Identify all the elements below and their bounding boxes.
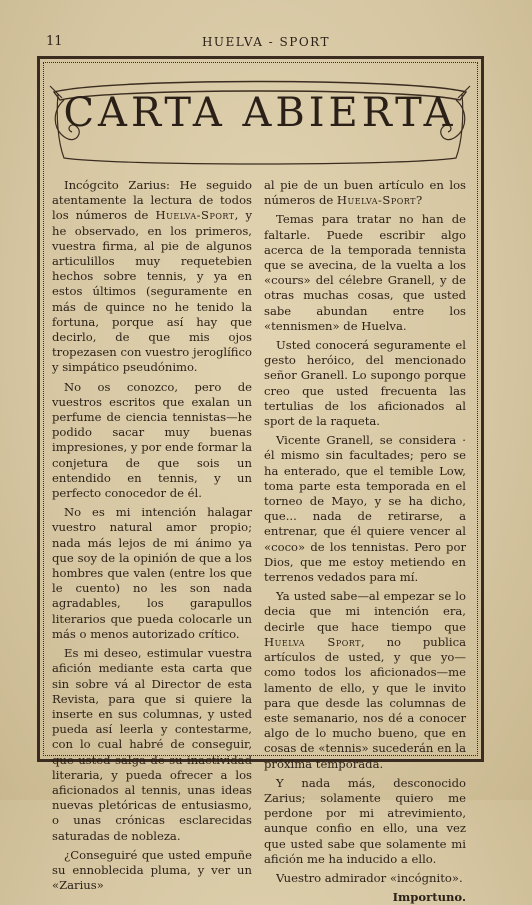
watermark bbox=[230, 712, 430, 772]
paragraph bbox=[52, 848, 252, 894]
paragraph-text: Es mi deseo, estimular vuestra afición mediante esta carta que sin sobre vá al Director de esta Revista, para que si quiere la inserte en sus columnas, y usted pueda así leerla y contestarme, con lo cual habré de conseguir, que usted salga de su inactividad literaria, y pueda ofrecer a los aficionados al tennis, unas ideas nuevas pletóricas de entusiasmo, o unas crónicas esclarecidas saturadas de nobleza. bbox=[52, 646, 252, 843]
paragraph bbox=[264, 776, 466, 867]
paragraph-text: , no publica artículos de usted, y que yo—como todos los aficionados—me lamento de ello, y que le invito para que desde las columnas de este semanario, nos dé a conocer algo de lo mucho bueno, que en cosas de «tennis» sucederán en la próxima temporada. bbox=[264, 634, 466, 771]
left-column bbox=[52, 178, 252, 897]
paragraph bbox=[264, 871, 466, 886]
paragraph-text: , y he observado, en los primeros, vuestra firma, al pie de algunos articulillos muy requetebien hechos sobre tennis, y ya en estos últimos (seguramente en más de quince no he tenido la fortuna, porque así hay que decirlo, de que mis ojos tropezasen con vuestro jeroglífico y simpático pseudónimo. bbox=[52, 208, 252, 375]
paragraph-text: No es mi intención halagar vuestro natural amor propio; nada más lejos de mi ánimo ya que soy de la opinión de que a los hombres que valen (entre los que le cuento) no les son nada agradables, los garapullos literarios que pueda colocarle un más o menos autorizado crítico. bbox=[52, 505, 252, 641]
running-head: HUELVA - SPORT bbox=[201, 35, 331, 49]
paragraph-text: al pie de un buen artículo en los números de bbox=[264, 178, 466, 208]
signature: Importuno. bbox=[392, 890, 466, 905]
paragraph-text: Usted conocerá seguramente el gesto heróico, del mencionado señor Granell. Lo supongo porque creo que usted frecuenta las tertulias de los aficionados al sport de la raqueta. bbox=[264, 338, 466, 429]
paragraph-text: Vuestro admirador «incógnito». bbox=[276, 870, 463, 885]
paragraph bbox=[264, 433, 466, 585]
paragraph-text: Incógcito Zarius: He seguido atentamente la lectura de todos los números de bbox=[52, 178, 252, 223]
paragraph bbox=[52, 505, 252, 642]
paragraph bbox=[264, 212, 466, 334]
paragraph-text: No os conozco, pero de vuestros escritos que exalan un perfume de ciencia tennistas—he podido sacar muy buenas impresiones, y por ende formar la conjetura de que sois un entendido en tennis, y un perfecto conocedor de él. bbox=[52, 379, 252, 501]
paragraph-text: ¿Conseguiré que usted empuñe su ennoblecida pluma, y ver un «Zarius» bbox=[52, 847, 252, 893]
paragraph-text: Temas para tratar no han de faltarle. Puede escribir algo acerca de la temporada tennista que se avecina, de la vuelta a los «cours» del célebre Granell, y de otras muchas cosas, que usted sabe abundan entre los «tennismen» de Huelva. bbox=[264, 212, 466, 333]
article-title: CARTA ABIERTA bbox=[63, 90, 457, 136]
publication-name: Huelva-Sport bbox=[336, 193, 417, 208]
paragraph-text: Ya usted sabe—al empezar se lo decia que mi intención era, decirle que hace tiempo que bbox=[264, 589, 466, 634]
paragraph bbox=[52, 646, 252, 844]
publication-name: Huelva Sport bbox=[264, 634, 362, 649]
paragraph-text: Y nada más, desconocido Zarius; solamente quiero me perdone por mi atrevimiento, aunque confio en ello, una vez que usted sabe que solamente mi afición me ha inducido a ello. bbox=[264, 775, 466, 866]
paragraph bbox=[264, 178, 466, 208]
paragraph bbox=[52, 380, 252, 502]
paragraph bbox=[52, 178, 252, 376]
publication-name: Huelva-Sport bbox=[155, 208, 235, 223]
paragraph-text: ? bbox=[416, 193, 423, 208]
paragraph-text: Vicente Granell, se considera · él mismo sin facultades; pero se ha enterado, que el temible Low, toma parte esta temporada en el torneo de Mayo, y se ha dicho, que... nada de retirarse, a entrenar, que él quiere vencer al «coco» de los tennistas. Pero por Dios, que me estoy metiendo en terrenos vedados para mí. bbox=[264, 433, 466, 585]
page-number: 11 bbox=[46, 34, 63, 49]
right-column bbox=[264, 178, 466, 905]
paragraph bbox=[264, 338, 466, 429]
